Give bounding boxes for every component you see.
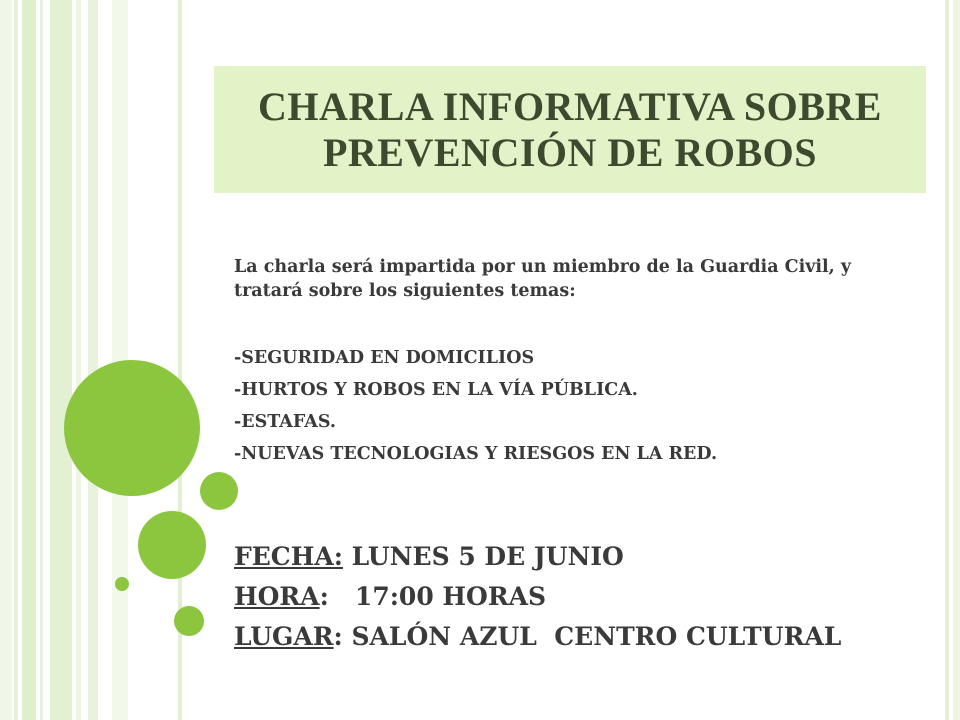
topic-item: -SEGURIDAD EN DOMICILIOS <box>234 348 535 368</box>
intro-text: La charla será impartida por un miembro de la Guardia Civil, y tratará sobre los siguientes temas: <box>234 257 852 301</box>
topic-item: -NUEVAS TECNOLOGIAS Y RIESGOS EN LA RED. <box>234 444 718 464</box>
time-value: : 17:00 HORAS <box>319 582 547 611</box>
background-stripe <box>40 0 43 720</box>
topic-item: -ESTAFAS. <box>234 412 336 432</box>
title-box <box>214 66 926 193</box>
decorative-circle-small <box>174 606 204 636</box>
date-value: LUNES 5 DE JUNIO <box>342 542 624 571</box>
event-details <box>234 537 841 657</box>
decorative-circle-tiny <box>115 577 129 591</box>
place-label: LUGAR <box>234 622 334 651</box>
decorative-circle-large <box>64 360 200 496</box>
decorative-circle-small <box>200 472 238 510</box>
time-line <box>234 577 841 617</box>
background-stripe <box>945 0 949 720</box>
background-stripe <box>14 0 18 720</box>
topics-list <box>234 342 717 470</box>
place-value: : SALÓN AZUL CENTRO CULTURAL <box>333 622 842 651</box>
title-line-2: PREVENCIÓN DE ROBOS <box>322 129 817 175</box>
background-stripe <box>22 0 36 720</box>
background-stripe <box>50 0 72 720</box>
background-stripe <box>953 0 960 720</box>
topic-item: -HURTOS Y ROBOS EN LA VÍA PÚBLICA. <box>234 380 638 400</box>
time-label: HORA <box>234 582 320 611</box>
background-stripe <box>76 0 81 720</box>
date-line <box>234 537 841 577</box>
decorative-circle-medium <box>138 511 206 579</box>
background-stripe <box>0 0 12 720</box>
title-line-1: CHARLA INFORMATIVA SOBRE <box>258 83 882 129</box>
place-line <box>234 617 841 657</box>
date-label: FECHA: <box>234 542 343 571</box>
background-stripe <box>88 0 98 720</box>
